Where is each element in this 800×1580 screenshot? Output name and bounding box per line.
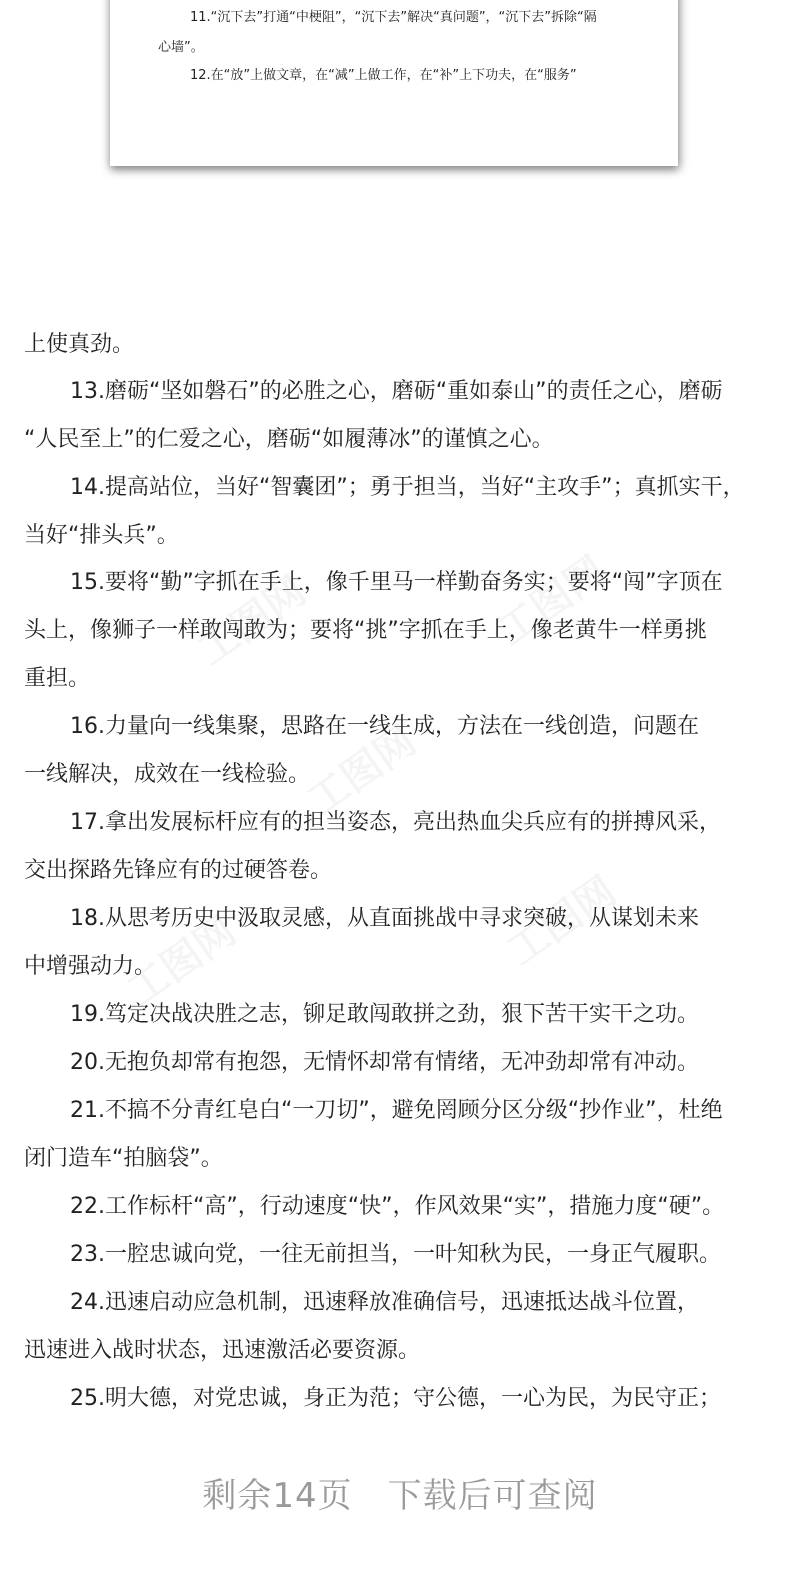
body-line: 22.工作标杆“高”，行动速度“快”，作风效果“实”，措施力度“硬”。 bbox=[70, 1194, 725, 1219]
body-line: 20.无抱负却常有抱怨，无情怀却常有情绪，无冲劲却常有冲动。 bbox=[70, 1050, 699, 1075]
body-line: 重担。 bbox=[24, 666, 91, 691]
document-preview-card bbox=[110, 0, 678, 166]
body-line: 19.笃定决战决胜之志，铆足敢闯敢拼之劲，狠下苦干实干之功。 bbox=[70, 1002, 699, 1027]
preview-line: 心墙”。 bbox=[158, 40, 204, 55]
body-line: 15.要将“勤”字抓在手上，像千里马一样勤奋务实；要将“闯”字顶在 bbox=[70, 570, 723, 595]
body-line: 14.提高站位，当好“智囊团”；勇于担当，当好“主攻手”；真抓实干， bbox=[70, 475, 745, 500]
body-line: 迅速进入战时状态，迅速激活必要资源。 bbox=[24, 1338, 421, 1363]
body-line: 16.力量向一线集聚，思路在一线生成，方法在一线创造，问题在 bbox=[70, 714, 699, 739]
download-to-view-link[interactable]: 剩余14页 下载后可查阅 bbox=[202, 1476, 598, 1516]
body-line: 头上，像狮子一样敢闯敢为；要将“挑”字抓在手上，像老黄牛一样勇挑 bbox=[24, 618, 707, 643]
body-line: 交出探路先锋应有的过硬答卷。 bbox=[24, 858, 333, 883]
body-line: 当好“排头兵”。 bbox=[24, 523, 179, 548]
body-line: “人民至上”的仁爱之心，磨砺“如履薄冰”的谨慎之心。 bbox=[24, 427, 554, 452]
body-line: 上使真劲。 bbox=[24, 332, 135, 357]
body-line: 13.磨砺“坚如磐石”的必胜之心，磨砺“重如泰山”的责任之心，磨砺 bbox=[70, 379, 723, 404]
body-line: 23.一腔忠诚向党，一往无前担当，一叶知秋为民，一身正气履职。 bbox=[70, 1242, 721, 1267]
preview-line: 11.“沉下去”打通“中梗阻”，“沉下去”解决“真问题”，“沉下去”拆除“隔 bbox=[190, 10, 597, 25]
body-line: 17.拿出发展标杆应有的担当姿态，亮出热血尖兵应有的拼搏风采， bbox=[70, 810, 721, 835]
body-line: 18.从思考历史中汲取灵感，从直面挑战中寻求突破，从谋划未来 bbox=[70, 906, 699, 931]
body-line: 闭门造车“拍脑袋”。 bbox=[24, 1146, 223, 1171]
body-line: 24.迅速启动应急机制，迅速释放准确信号，迅速抵达战斗位置， bbox=[70, 1290, 699, 1315]
body-line: 25.明大德，对党忠诚，身正为范；守公德，一心为民，为民守正； bbox=[70, 1386, 721, 1411]
body-line: 21.不搞不分青红皂白“一刀切”，避免罔顾分区分级“抄作业”，杜绝 bbox=[70, 1098, 723, 1123]
body-line: 一线解决，成效在一线检验。 bbox=[24, 762, 311, 787]
body-line: 中增强动力。 bbox=[24, 954, 157, 979]
preview-line: 12.在“放”上做文章，在“减”上做工作，在“补”上下功夫，在“服务” bbox=[190, 68, 577, 83]
